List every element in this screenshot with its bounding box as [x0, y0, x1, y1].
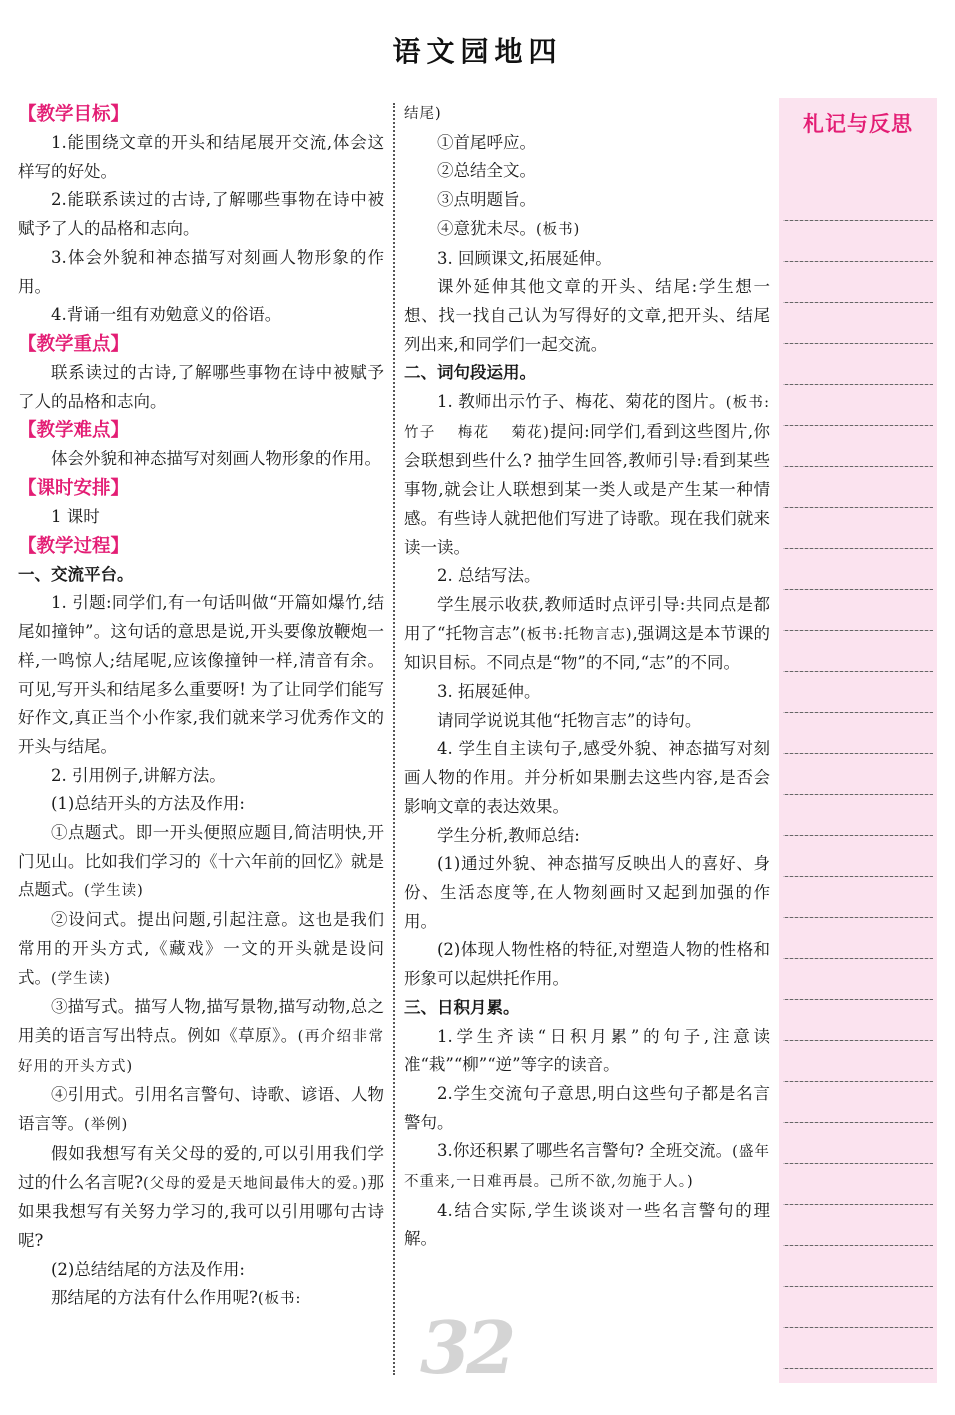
- annotation: (举例): [84, 1117, 129, 1134]
- paragraph: ①首尾呼应。: [437, 132, 536, 152]
- paragraph: (1)通过外貌、神态描写反映出人的喜好、身份、生活态度等,在人物刻画时又起到加强的作用。: [404, 854, 770, 931]
- paragraph-text: 那结尾的方法有什么作用呢?: [51, 1288, 258, 1308]
- paragraph: 4.结合实际,学生谈谈对一些名言警句的理解。: [404, 1200, 770, 1249]
- column-divider: [393, 103, 395, 1375]
- paragraph: 3. 回顾课文,拓展延伸。: [437, 248, 612, 268]
- paragraph: [404, 215, 770, 245]
- paragraph: [18, 819, 384, 906]
- paragraph-text: 提问:同学们,看到这些图片,你会联想到些什么? 抽学生回答,教师引导:看到某些事物,就会让人联想到某一类人或是产生某一种情感。有些诗人就把他们写进了诗歌。现在我们就来读一读。: [404, 421, 770, 557]
- paragraph-text: ①点题式。即一开头便照应题目,简洁明快,开门见山。比如我们学习的《十六年前的回忆》就是点题式。: [18, 823, 384, 900]
- paragraph: 3. 拓展延伸。: [437, 682, 541, 702]
- paragraph-text: ②设问式。提出问题,引起注意。这也是我们常用的开头方式,《藏戏》一文的开头就是设问式。: [18, 910, 384, 987]
- paragraph: [404, 388, 770, 562]
- page-title: 语文园地四: [392, 35, 563, 68]
- paragraph: 2. 引用例子,讲解方法。: [51, 765, 226, 785]
- annotation: (学生读): [84, 883, 144, 900]
- note-lines: [783, 180, 933, 1383]
- sidebar-title: 札记与反思: [803, 112, 913, 136]
- paragraph-text: 学生展示收获,教师适时点评引导:共同点是都用了“托物言志”: [404, 594, 770, 643]
- paragraph: [18, 993, 384, 1081]
- paragraph: 学生分析,教师总结:: [437, 825, 580, 845]
- difficulty-text: 体会外貌和神态描写对刻画人物形象的作用。: [51, 449, 381, 469]
- paragraph: 2. 总结写法。: [437, 566, 541, 586]
- paragraph: ③点明题旨。: [437, 190, 536, 210]
- subsection-title: 一、交流平台。: [18, 564, 134, 584]
- annotation: (盛年不重来,一日难再晨。己所不欲,勿施于人。): [404, 1144, 770, 1191]
- paragraph: [18, 906, 384, 993]
- paragraph: 课外延伸其他文章的开头、结尾:学生想一想、找一找自己认为写得好的文章,把开头、结尾列出来,和同学们一起交流。: [404, 277, 770, 354]
- paragraph: ②总结全文。: [437, 161, 536, 181]
- key-text: 联系读过的古诗,了解哪些事物在诗中被赋予了人的品格和志向。: [18, 362, 384, 411]
- paragraph: [404, 1137, 770, 1196]
- goal-item: 4.背诵一组有劝勉意义的俗语。: [51, 305, 282, 325]
- paragraph: [18, 1284, 384, 1314]
- middle-column: [404, 100, 770, 1254]
- schedule-text: 1 课时: [51, 507, 100, 527]
- section-heading-schedule: 【课时安排】: [18, 478, 130, 500]
- page-number: 32: [420, 1305, 513, 1390]
- paragraph-text: 那如果我想写有关努力学习的,我可以引用哪句古诗呢?: [18, 1172, 384, 1250]
- section-heading-goals: 【教学目标】: [18, 104, 130, 125]
- annotation: (板书:: [257, 1291, 302, 1308]
- goal-item: 3.体会外貌和神态描写对刻画人物形象的作用。: [18, 247, 384, 296]
- annotation: 结尾): [404, 106, 442, 122]
- paragraph-text: 假如我想写有关父母的爱的,可以引用我们学过的什么名言呢?: [18, 1143, 384, 1192]
- section-heading-key: 【教学重点】: [18, 333, 130, 355]
- paragraph-text: 3.你还积累了哪些名言警句? 全班交流。: [437, 1141, 733, 1161]
- paragraph: 4. 学生自主读句子,感受外貌、神态描写对刻画人物的作用。并分析如果删去这些内容,是否会影响文章的表达效果。: [404, 739, 770, 816]
- paragraph: (1)总结开头的方法及作用:: [51, 794, 245, 814]
- notes-sidebar: [779, 98, 937, 1383]
- annotation: (学生读): [51, 970, 111, 987]
- paragraph-text: ③描写式。描写人物,描写景物,描写动物,总之用美的语言写出特点。例如《草原》。: [18, 997, 384, 1045]
- paragraph: 请同学说说其他“托物言志”的诗句。: [437, 710, 702, 730]
- paragraph: 2.学生交流句子意思,明白这些句子都是名言警句。: [404, 1083, 770, 1132]
- subsection-title: 三、日积月累。: [404, 997, 520, 1017]
- paragraph-text: ④意犹未尽。: [437, 218, 536, 238]
- section-heading-process: 【教学过程】: [18, 535, 130, 557]
- annotation: (父母的爱是天地间最伟大的爱。): [142, 1175, 368, 1192]
- paragraph: 1. 引题:同学们,有一句话叫做“开篇如爆竹,结尾如撞钟”。这句话的意思是说,开头要像放鞭炮一样,一鸣惊人;结尾呢,应该像撞钟一样,清音有余。可见,写开头和结尾多么重要呀! 为了让同学们能写好作文,真正当个小作家,我们就来学习优秀作文的开头与结尾。: [18, 593, 384, 756]
- paragraph-text: ,强调这是本节课的知识目标。不同点是“物”的不同,“志”的不同。: [404, 623, 770, 673]
- paragraph: [18, 1140, 384, 1256]
- annotation: (板书:竹子 梅花 菊花): [404, 395, 770, 441]
- subsection-title: 二、词句段运用。: [404, 363, 536, 383]
- paragraph-text: 1. 教师出示竹子、梅花、菊花的图片。: [437, 392, 726, 412]
- annotation: (再介绍非常好用的开头方式): [18, 1028, 384, 1075]
- annotation: (板书): [536, 221, 581, 238]
- paragraph-text: ④引用式。引用名言警句、诗歌、谚语、人物语言等。: [18, 1085, 384, 1134]
- paragraph: (2)总结结尾的方法及作用:: [51, 1259, 245, 1279]
- paragraph: (2)体现人物性格的特征,对塑造人物的性格和形象可以起烘托作用。: [404, 940, 770, 989]
- paragraph: [18, 1081, 384, 1139]
- paragraph: [404, 591, 770, 678]
- goal-item: 1.能围绕文章的开头和结尾展开交流,体会这样写的好处。: [18, 133, 384, 181]
- section-heading-difficulty: 【教学难点】: [18, 420, 130, 442]
- annotation: (板书:托物言志): [520, 626, 633, 643]
- paragraph: 1.学生齐读“日积月累”的句子,注意读准“栽”“柳”“逆”等字的读音。: [404, 1026, 770, 1075]
- goal-item: 2.能联系读过的古诗,了解哪些事物在诗中被赋予了人的品格和志向。: [18, 190, 384, 239]
- left-column: [18, 100, 384, 1314]
